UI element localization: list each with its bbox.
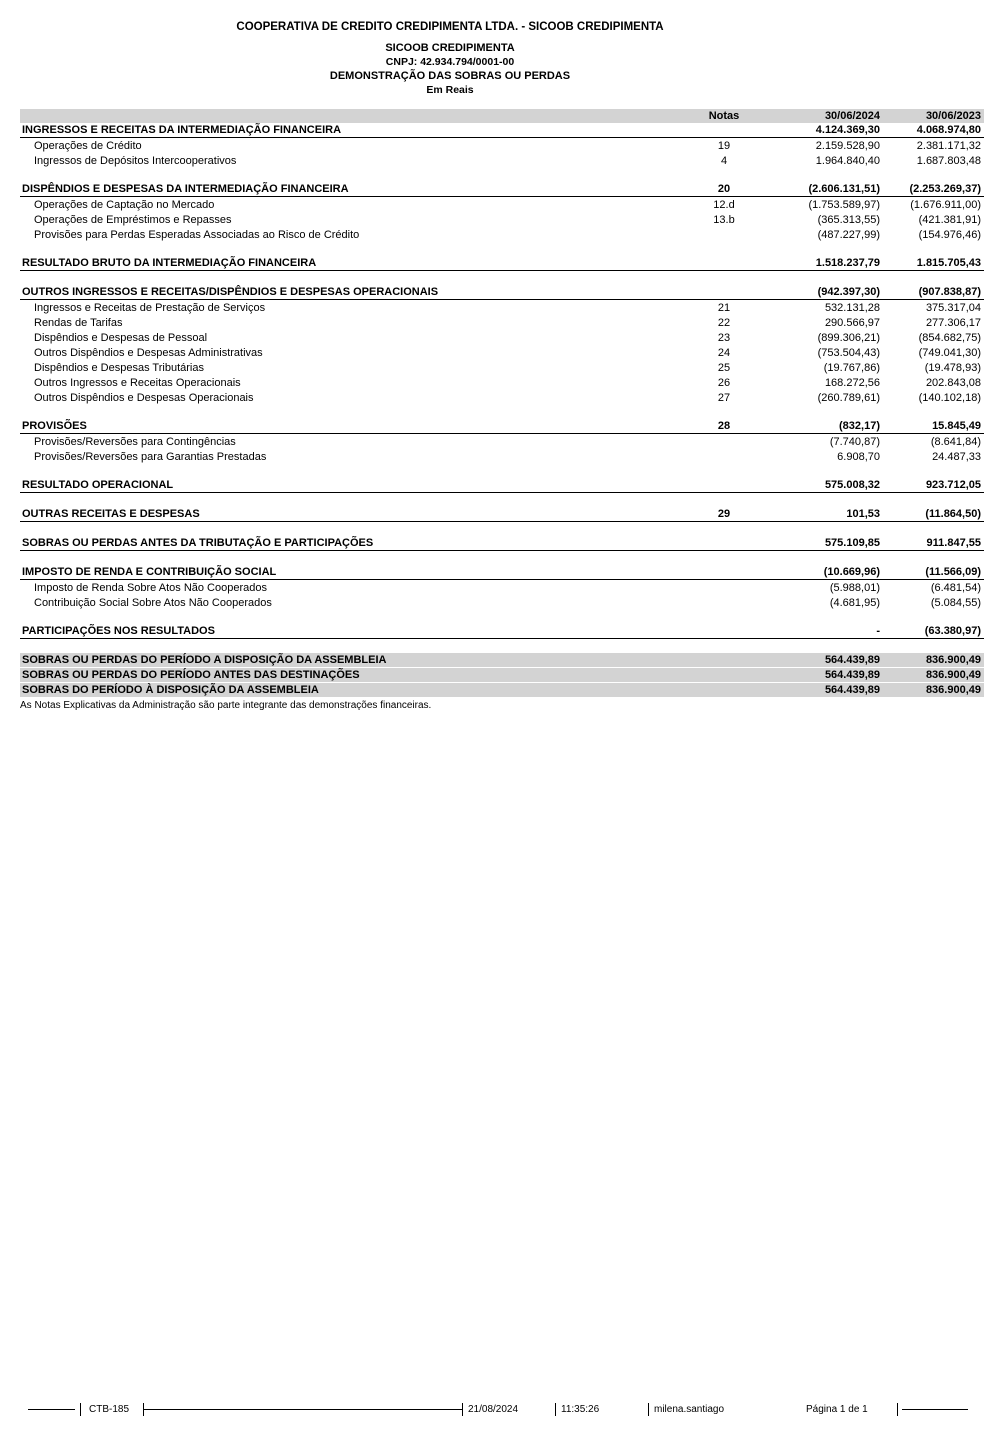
header-period-2024: 30/06/2024 <box>824 110 880 122</box>
row-label: SOBRAS OU PERDAS DO PERÍODO A DISPOSIÇÃO DA ASSEMBLEIA <box>22 654 387 666</box>
footer-rule-left <box>28 1409 75 1410</box>
row-nota: 23 <box>717 331 731 344</box>
table-row <box>20 507 984 522</box>
statement-table <box>20 109 984 697</box>
row-value-2023: (140.102,18) <box>918 391 981 404</box>
footer-separator-bar <box>462 1403 463 1416</box>
table-row <box>20 197 984 212</box>
cnpj: CNPJ: 42.934.794/0001-00 <box>385 56 515 68</box>
row-value-2024: (942.397,30) <box>817 286 880 298</box>
row-nota: 28 <box>717 420 731 432</box>
row-label: Ingressos de Depósitos Intercooperativos <box>34 154 237 167</box>
row-value-2023: 2.381.171,32 <box>916 139 981 152</box>
row-label: Dispêndios e Despesas de Pessoal <box>34 331 208 344</box>
row-value-2023: (8.641,84) <box>930 435 981 448</box>
table-row <box>20 345 984 360</box>
table-row <box>20 315 984 330</box>
row-value-2024: 564.439,89 <box>824 669 880 681</box>
table-row <box>20 478 984 493</box>
table-row <box>20 390 984 405</box>
row-nota: 13.b <box>713 213 735 226</box>
table-row <box>20 285 984 300</box>
table-row <box>20 227 984 242</box>
row-value-2023: 836.900,49 <box>925 684 981 696</box>
spacer-row <box>20 522 984 536</box>
spacer-row <box>20 168 984 182</box>
row-label: RESULTADO OPERACIONAL <box>22 479 174 491</box>
row-label: Outros Ingressos e Receitas Operacionais <box>34 376 241 389</box>
row-value-2024: (10.669,96) <box>823 566 880 578</box>
row-value-2023: (19.478,93) <box>924 361 981 374</box>
row-value-2024: (487.227,99) <box>817 228 880 241</box>
row-label: OUTRAS RECEITAS E DESPESAS <box>22 508 200 520</box>
report-code: CTB-185 <box>89 1404 130 1415</box>
table-row <box>20 653 984 667</box>
row-value-2024: (4.681,95) <box>829 596 880 609</box>
table-row <box>20 595 984 610</box>
row-label: SOBRAS OU PERDAS DO PERÍODO ANTES DAS DESTINAÇÕES <box>22 669 360 681</box>
spacer-row <box>20 551 984 565</box>
row-label: PROVISÕES <box>22 420 87 432</box>
row-value-2023: 836.900,49 <box>925 669 981 681</box>
row-value-2024: (5.988,01) <box>829 581 880 594</box>
row-label: OUTROS INGRESSOS E RECEITAS/DISPÊNDIOS E DESPESAS OPERACIONAIS <box>22 286 439 298</box>
table-row <box>20 536 984 551</box>
row-label: Ingressos e Receitas de Prestação de Serviços <box>34 301 266 314</box>
row-label: RESULTADO BRUTO DA INTERMEDIAÇÃO FINANCEIRA <box>22 257 317 269</box>
spacer-row <box>20 493 984 507</box>
row-value-2023: (421.381,91) <box>918 213 981 226</box>
spacer-row <box>20 271 984 285</box>
statement-table-body <box>20 123 984 697</box>
row-value-2023: 277.306,17 <box>925 316 981 329</box>
row-value-2023: (749.041,30) <box>918 346 981 359</box>
row-nota: 24 <box>717 346 731 359</box>
footnote: As Notas Explicativas da Administração são parte integrante das demonstrações financeiras. <box>20 700 432 711</box>
row-value-2024: 1.518.237,79 <box>815 257 880 269</box>
row-value-2024: 290.566,97 <box>824 316 880 329</box>
row-value-2023: 202.843,08 <box>925 376 981 389</box>
row-label: Outros Dispêndios e Despesas Administrativas <box>34 346 263 359</box>
row-value-2024: 575.109,85 <box>824 537 880 549</box>
footer-rule-middle <box>144 1409 462 1410</box>
row-nota: 22 <box>717 316 731 329</box>
row-label: Operações de Crédito <box>34 139 142 152</box>
table-row <box>20 375 984 390</box>
row-value-2023: (11.864,50) <box>925 508 981 520</box>
row-value-2023: (854.682,75) <box>918 331 981 344</box>
table-row <box>20 683 984 697</box>
row-value-2024: (7.740,87) <box>829 435 880 448</box>
row-nota: 19 <box>717 139 731 152</box>
row-label: SOBRAS DO PERÍODO À DISPOSIÇÃO DA ASSEMBLEIA <box>22 684 319 696</box>
row-value-2024: (365.313,55) <box>817 213 880 226</box>
footer-separator-bar <box>648 1403 649 1416</box>
table-row <box>20 256 984 271</box>
user-name: milena.santiago <box>654 1404 725 1415</box>
footer-separator-bar <box>897 1403 898 1416</box>
row-value-2023: 15.845,49 <box>932 420 981 432</box>
row-value-2023: 24.487,33 <box>932 450 981 463</box>
row-value-2024: (753.504,43) <box>817 346 880 359</box>
row-value-2024: 2.159.528,90 <box>815 139 880 152</box>
row-label: Provisões/Reversões para Garantias Prestadas <box>34 450 267 463</box>
row-value-2024: (899.306,21) <box>817 331 880 344</box>
row-label: Provisões para Perdas Esperadas Associadas ao Risco de Crédito <box>34 228 360 241</box>
row-value-2024: - <box>876 625 880 637</box>
row-value-2024: 564.439,89 <box>824 654 880 666</box>
spacer-row <box>20 610 984 624</box>
row-nota: 25 <box>717 361 731 374</box>
row-value-2024: 575.008,32 <box>824 479 880 491</box>
row-value-2023: (1.676.911,00) <box>910 198 981 211</box>
spacer-row <box>20 639 984 653</box>
entity-name: SICOOB CREDIPIMENTA <box>385 42 515 54</box>
row-value-2024: 564.439,89 <box>824 684 880 696</box>
row-value-2023: (11.566,09) <box>925 566 981 578</box>
table-row <box>20 138 984 153</box>
header-notas: Notas <box>708 110 740 122</box>
table-row <box>20 123 984 138</box>
row-value-2023: 4.068.974,80 <box>916 124 981 136</box>
table-row <box>20 212 984 227</box>
row-label: PARTICIPAÇÕES NOS RESULTADOS <box>22 625 215 637</box>
row-value-2023: (2.253.269,37) <box>909 183 981 195</box>
table-row <box>20 182 984 197</box>
row-nota: 20 <box>717 183 731 195</box>
page-number: Página 1 de 1 <box>806 1404 868 1415</box>
table-row <box>20 419 984 434</box>
row-label: IMPOSTO DE RENDA E CONTRIBUIÇÃO SOCIAL <box>22 566 277 578</box>
row-value-2024: (832,17) <box>839 420 880 432</box>
row-value-2024: 6.908,70 <box>837 450 880 463</box>
row-label: Operações de Empréstimos e Repasses <box>34 213 232 226</box>
table-row <box>20 434 984 449</box>
table-row <box>20 300 984 315</box>
spacer-row <box>20 464 984 478</box>
row-value-2023: 1.815.705,43 <box>916 257 981 269</box>
row-nota: 21 <box>717 301 731 314</box>
report-header <box>0 0 900 96</box>
row-label: INGRESSOS E RECEITAS DA INTERMEDIAÇÃO FINANCEIRA <box>22 124 342 136</box>
row-value-2023: 911.847,55 <box>926 537 981 549</box>
row-label: Rendas de Tarifas <box>34 316 123 329</box>
report-title: DEMONSTRAÇÃO DAS SOBRAS OU PERDAS <box>329 70 571 82</box>
row-label: Provisões/Reversões para Contingências <box>34 435 236 448</box>
table-row <box>20 668 984 682</box>
company-name: COOPERATIVA DE CREDITO CREDIPIMENTA LTDA. - SICOOB CREDIPIMENTA <box>236 21 664 33</box>
header-period-2023: 30/06/2023 <box>925 110 981 122</box>
table-row <box>20 330 984 345</box>
row-label: Outros Dispêndios e Despesas Operacionais <box>34 391 254 404</box>
row-value-2024: (260.789,61) <box>817 391 880 404</box>
table-row <box>20 153 984 168</box>
row-value-2023: (63.380,97) <box>924 625 981 637</box>
table-row <box>20 449 984 464</box>
footer-separator-bar <box>555 1403 556 1416</box>
row-label: Imposto de Renda Sobre Atos Não Cooperados <box>34 581 267 594</box>
table-row <box>20 624 984 639</box>
row-label: Operações de Captação no Mercado <box>34 198 215 211</box>
table-row <box>20 360 984 375</box>
row-label: Contribuição Social Sobre Atos Não Cooperados <box>34 596 272 609</box>
print-time: 11:35:26 <box>561 1404 600 1415</box>
row-value-2023: 923.712,05 <box>925 479 981 491</box>
row-value-2023: (907.838,87) <box>918 286 981 298</box>
footer-separator-bar <box>80 1403 81 1416</box>
row-value-2024: 532.131,28 <box>824 301 880 314</box>
row-value-2023: (6.481,54) <box>930 581 981 594</box>
row-value-2023: (154.976,46) <box>918 228 981 241</box>
row-value-2023: 1.687.803,48 <box>916 154 981 167</box>
row-value-2024: (2.606.131,51) <box>808 183 880 195</box>
footer-rule-right <box>902 1409 968 1410</box>
page-footer <box>0 1402 1000 1418</box>
row-value-2024: 1.964.840,40 <box>815 154 880 167</box>
spacer-row <box>20 242 984 256</box>
row-value-2023: 836.900,49 <box>925 654 981 666</box>
row-nota: 12.d <box>713 198 735 211</box>
row-label: DISPÊNDIOS E DESPESAS DA INTERMEDIAÇÃO FINANCEIRA <box>22 183 349 195</box>
row-value-2024: (19.767,86) <box>823 361 880 374</box>
row-label: Dispêndios e Despesas Tributárias <box>34 361 204 374</box>
row-nota: 4 <box>720 154 728 167</box>
spacer-row <box>20 405 984 419</box>
table-header-row <box>20 109 984 123</box>
currency-note: Em Reais <box>426 84 474 96</box>
row-nota: 27 <box>717 391 731 404</box>
row-value-2024: 4.124.369,30 <box>815 124 880 136</box>
print-date: 21/08/2024 <box>468 1404 519 1415</box>
row-nota: 29 <box>717 508 731 520</box>
row-value-2023: 375.317,04 <box>925 301 981 314</box>
row-value-2024: 101,53 <box>846 508 880 520</box>
table-row <box>20 580 984 595</box>
row-value-2024: (1.753.589,97) <box>808 198 880 211</box>
row-value-2024: 168.272,56 <box>824 376 880 389</box>
row-label: SOBRAS OU PERDAS ANTES DA TRIBUTAÇÃO E PARTICIPAÇÕES <box>22 537 374 549</box>
row-nota: 26 <box>717 376 731 389</box>
table-row <box>20 565 984 580</box>
row-value-2023: (5.084,55) <box>930 596 981 609</box>
